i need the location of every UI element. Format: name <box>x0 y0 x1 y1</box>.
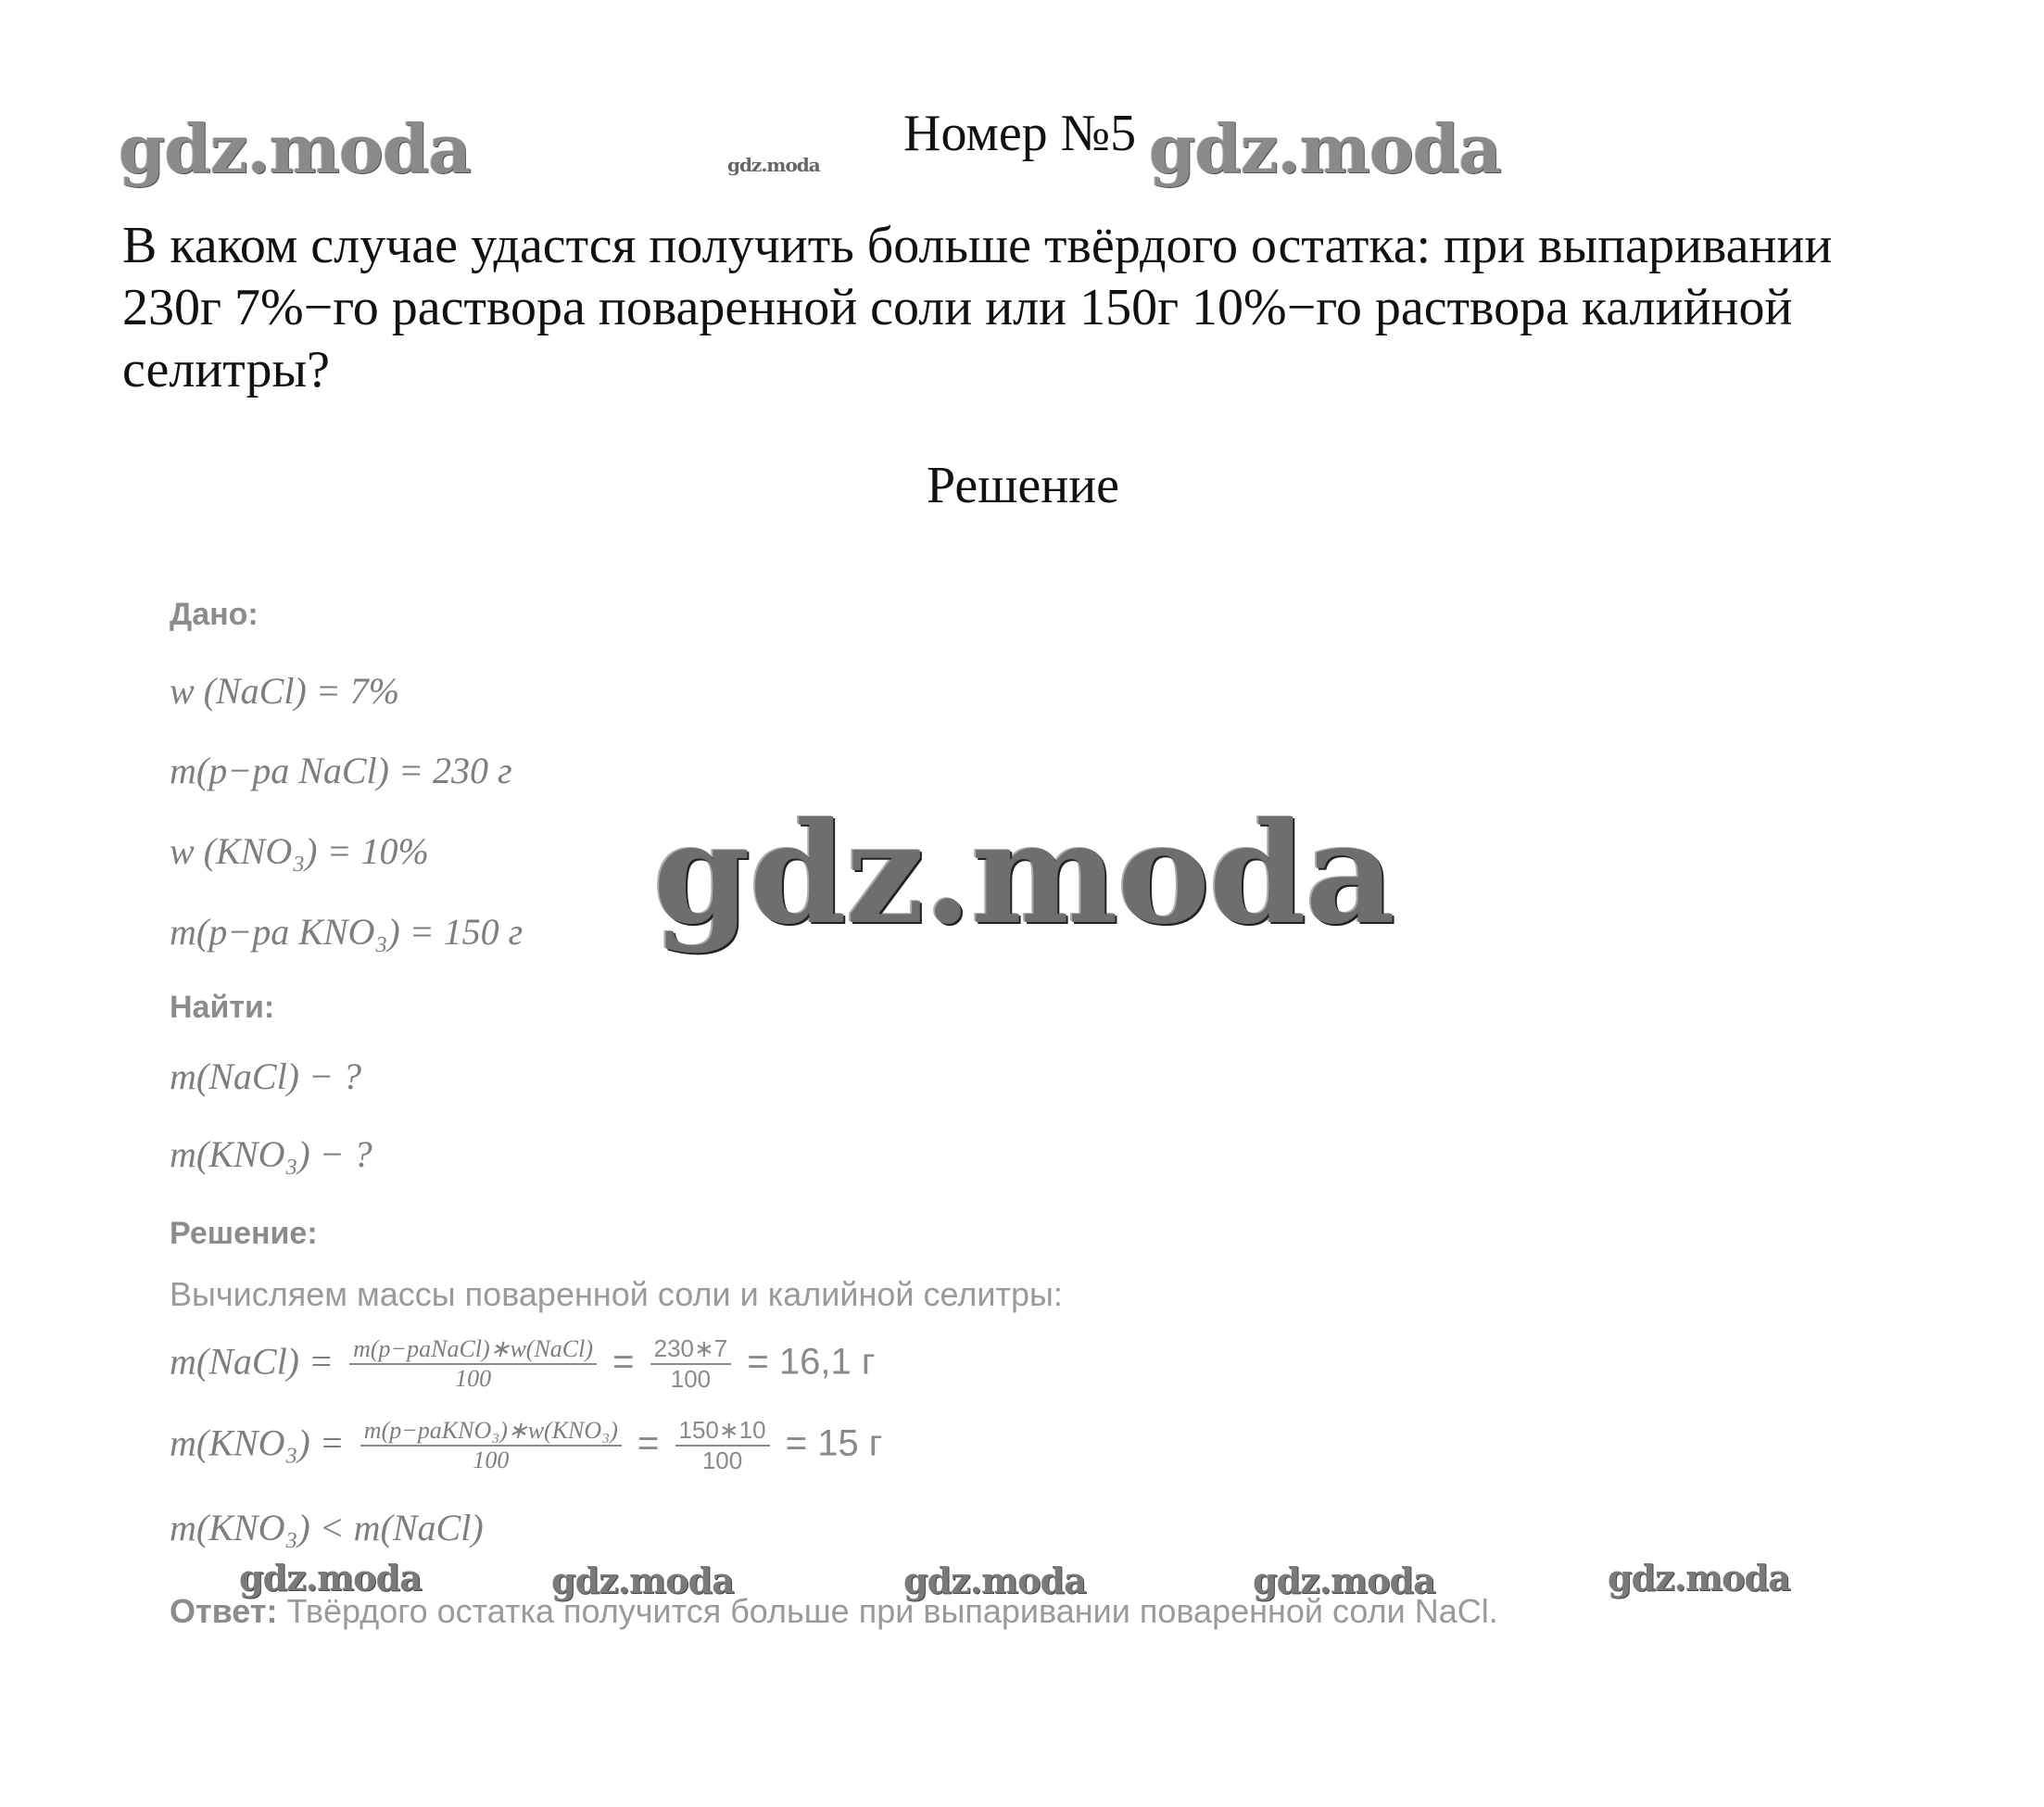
equation-nacl <box>170 1334 875 1394</box>
find-line: m(KNO₃) − ? <box>170 1133 372 1175</box>
watermark-logo: gdz.moda <box>239 1557 422 1598</box>
answer-text: Твёрдого остатка получится больше при выпаривании поваренной соли NaCl. <box>286 1592 1498 1630</box>
fraction <box>675 1416 770 1475</box>
equation-lhs: m(KNO₃) = <box>170 1422 345 1464</box>
fraction-denominator: 100 <box>473 1447 510 1473</box>
answer <box>170 1592 1498 1631</box>
watermark-logo: gdz.moda <box>551 1560 734 1601</box>
solution-heading: Решение <box>927 457 1120 514</box>
solution-label: Решение: <box>170 1216 318 1251</box>
comparison: m(KNO₃) < m(NaCl) <box>170 1507 484 1548</box>
given-line: m(р−ра NaCl) = 230 г <box>170 750 512 791</box>
fraction-numerator: m(р−раNaCl)∗w(NaCl) <box>349 1335 597 1365</box>
fraction <box>650 1334 732 1394</box>
equation-result: = 15 г <box>785 1422 883 1464</box>
fraction-numerator: 150∗10 <box>675 1416 770 1447</box>
given-label: Дано: <box>170 597 259 632</box>
fraction <box>349 1335 597 1393</box>
equation-result: = 16,1 г <box>747 1341 876 1383</box>
watermark-logo: gdz.moda <box>653 792 1395 955</box>
problem-text: В каком случае удастся получить больше твёрдого остатка: при выпаривании 230г 7%−го раствора поваренной соли или 150г 10%−го раствора калийной селитры? <box>122 217 1833 398</box>
watermark-logo: gdz.moda <box>119 109 471 188</box>
find-line: m(NaCl) − ? <box>170 1055 361 1097</box>
equation-kno3 <box>170 1416 882 1475</box>
given-line: m(р−ра KNO₃) = 150 г <box>170 911 524 953</box>
fraction <box>360 1417 622 1474</box>
fraction-numerator: m(р−раKNO₃)∗w(KNO₃) <box>360 1417 622 1447</box>
fraction-numerator: 230∗7 <box>650 1334 732 1365</box>
answer-label: Ответ: <box>170 1592 278 1630</box>
watermark-logo: gdz.moda <box>1253 1560 1435 1601</box>
find-label: Найти: <box>170 990 275 1025</box>
page-title: Номер №5 <box>903 105 1137 162</box>
given-line: w (KNO₃) = 10% <box>170 830 429 872</box>
fraction-denominator: 100 <box>670 1365 712 1393</box>
given-line: w (NaCl) = 7% <box>170 670 400 712</box>
fraction-denominator: 100 <box>455 1365 492 1392</box>
equals-sign: = <box>637 1422 660 1464</box>
solution-intro: Вычисляем массы поваренной соли и калийной селитры: <box>170 1275 1063 1313</box>
watermark-logo: gdz.moda <box>903 1560 1086 1601</box>
watermark-logo: gdz.moda <box>1608 1557 1790 1598</box>
equals-sign: = <box>612 1341 635 1383</box>
watermark-logo: gdz.moda <box>1149 109 1501 188</box>
watermark-logo: gdz.moda <box>727 154 820 176</box>
equation-lhs: m(NaCl) = <box>170 1340 334 1383</box>
fraction-denominator: 100 <box>701 1447 743 1474</box>
